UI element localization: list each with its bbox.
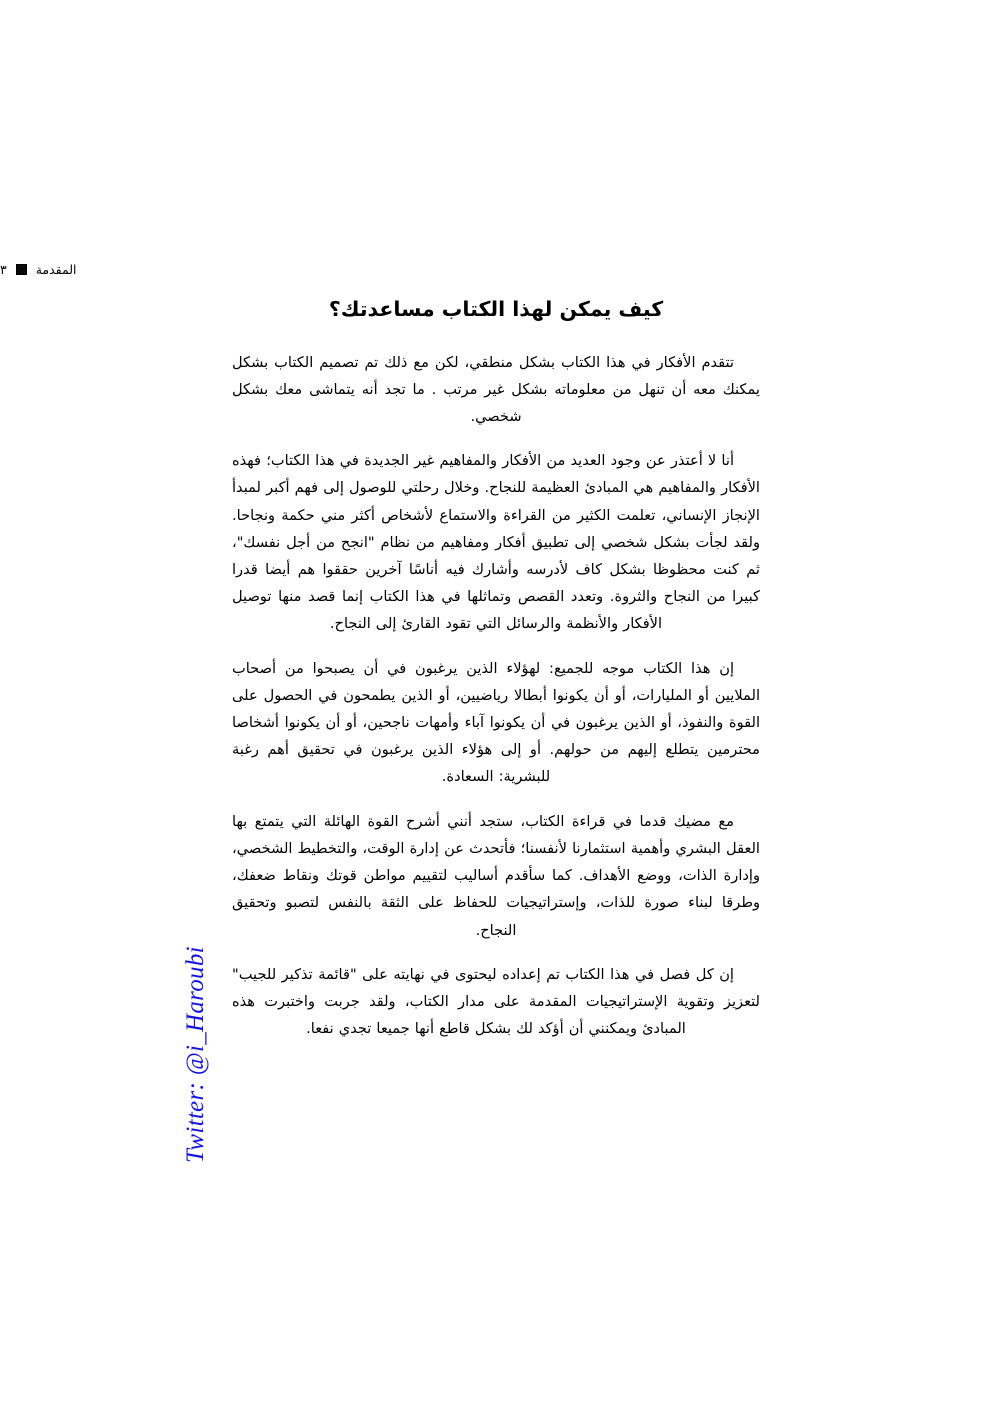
- page-number: ٣: [0, 262, 7, 277]
- twitter-watermark: Twitter: @i_Haroubi: [182, 946, 209, 1163]
- running-header: [0, 262, 337, 277]
- body-paragraph: أنا لا أعتذر عن وجود العديد من الأفكار والمفاهيم غير الجديدة في هذا الكتاب؛ فهذه الأفكار والمفاهيم هي المبادئ العظيمة للنجاح. وخلال رحلتي للوصول إلى فهم أكبر لمبدأ الإنجاز الإنساني، تعلمت الكثير من القراءة والاستماع لأشخاص أكثر مني حكمة ونجاحا. ولقد لجأت بشكل شخصي إلى تطبيق أفكار ومفاهيم من نظام "انجح من أجل نفسك"، ثم كنت محظوظا بشكل كاف لأدرسه وأشارك فيه أناسًا آخرين حققوا هم أيضا قدرا كبيرا من النجاح والثروة. وتعدد القصص وتماثلها في هذا الكتاب إنما قصد منها توصيل الأفكار والأنظمة والرسائل التي تقود القارئ إلى النجاح.: [232, 452, 760, 633]
- body-paragraph: إن هذا الكتاب موجه للجميع: لهؤلاء الذين يرغبون في أن يصبحوا من أصحاب الملايين أو المليارات، أو أن يكونوا أبطالا رياضيين، أو الذين يطمحون في الحصول على القوة والنفوذ، أو الذين يرغبون في أن يكونوا آباء وأمهات ناجحين، أو أن يكونوا أشخاصا محترمين يتطلع إليهم من حولهم. أو إلى هؤلاء الذين يرغبون في تحقيق أهم رغبة للبشرية: السعادة.: [232, 659, 760, 786]
- body-paragraph: إن كل فصل في هذا الكتاب تم إعداده ليحتوى في نهايته على "قائمة تذكير للجيب" لتعزيز وتقوية الإستراتيجيات المقدمة على مدار الكتاب، ولقد جربت واختبرت هذه المبادئ ويمكنني أن أؤكد لك بشكل قاطع أنها جميعا تجدي نفعا.: [232, 965, 760, 1038]
- section-heading: كيف يمكن لهذا الكتاب مساعدتك؟: [328, 297, 664, 321]
- diamond-ornament-icon: [16, 264, 27, 275]
- body-paragraph: مع مضيك قدما في قراءة الكتاب، ستجد أنني أشرح القوة الهائلة التي يتمتع بها العقل البشري وأهمية استثمارنا لأنفسنا؛ فأتحدث عن إدارة الوقت، والتخطيط الشخصي، وإدارة الذات، ووضع الأهداف. كما سأقدم أساليب لتقييم مواطن قوتك ونقاط ضعفك، وطرقا لبناء صورة للذات، وإستراتيجيات للحفاظ على الثقة بالنفس لتصبو وتحقيق النجاح.: [232, 812, 760, 939]
- body-paragraph: تتقدم الأفكار في هذا الكتاب بشكل منطقي، لكن مع ذلك تم تصميم الكتاب بشكل يمكنك معه أن تنهل من معلوماته بشكل غير مرتب . ما تجد أنه يتماشى معك بشكل شخصي.: [232, 353, 760, 426]
- main-text-column: [232, 296, 760, 1042]
- running-header-chapter-title: المقدمة: [35, 262, 77, 277]
